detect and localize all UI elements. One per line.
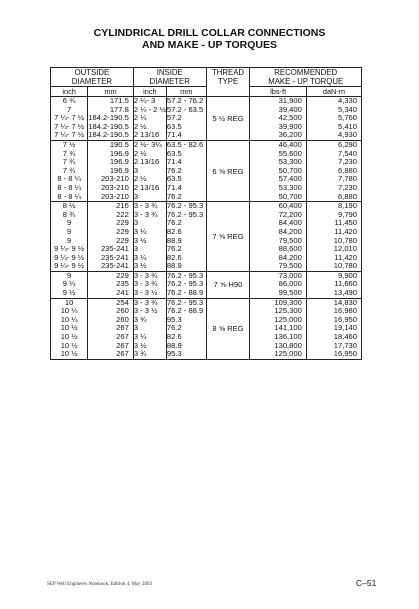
cell-value: 2 13/16 — [133, 157, 160, 167]
cell-value: 9 ¼- 9 ½ — [54, 261, 85, 271]
od-mm-cell — [88, 140, 134, 201]
header-inside-diameter: INSIDE DIAMETER — [133, 68, 206, 87]
cell-value: 5,340 — [337, 104, 357, 114]
cell-value: 2 ½ — [133, 121, 147, 131]
cell-value: 3 ¼ — [133, 226, 147, 236]
cell-value: 10,780 — [333, 261, 357, 271]
dan-m-cell — [306, 271, 361, 298]
thread-cell — [206, 202, 250, 272]
cell-value: 19,140 — [333, 323, 357, 333]
id-mm-cell — [166, 202, 206, 272]
cell-value: 3 - 3 ¾ — [133, 201, 158, 211]
cell-value: 7,540 — [337, 148, 357, 158]
cell-value: 254 — [116, 297, 129, 307]
cell-value: 9 — [67, 218, 72, 228]
cell-value: 86,000 — [278, 279, 302, 289]
cell-value: 9 ¼ — [62, 279, 76, 289]
cell-value: 241 — [116, 288, 129, 298]
cell-value: 125,300 — [274, 306, 302, 316]
cell-value: 7 ¾ — [62, 165, 76, 175]
cell-value: 196.9 — [109, 148, 129, 158]
cell-value: 235-241 — [100, 244, 129, 254]
cell-value: 95.3 — [166, 349, 182, 359]
cell-value: 31,900 — [278, 96, 302, 105]
cell-value: 5,760 — [337, 113, 357, 123]
cell-value: 76.2 - 88.9 — [166, 306, 204, 316]
cell-value: 184.2-190.5 — [88, 113, 129, 123]
cell-value: 3 - 3 ¾ — [133, 279, 158, 289]
cell-value: 184.2-190.5 — [88, 130, 129, 140]
cell-value: 79,500 — [278, 235, 302, 245]
cell-value: 177.8 — [109, 104, 129, 114]
cell-value: 184.2-190.5 — [88, 121, 129, 131]
cell-value: 3 - 3 ½ — [133, 306, 158, 316]
cell-value: 2 ½- 3¼ — [133, 139, 162, 149]
cell-value: 88.9 — [166, 261, 182, 271]
unit-lbs-ft: lbs-ft — [250, 87, 306, 97]
cell-value: 16,950 — [333, 349, 357, 359]
dan-m-cell — [306, 202, 361, 272]
cell-value: 267 — [116, 332, 129, 342]
cell-value: 3 — [133, 218, 139, 228]
cell-value: 3 — [133, 323, 139, 333]
od-inch-cell — [51, 202, 88, 272]
cell-value: 9 — [67, 226, 72, 236]
cell-value: 3 — [133, 244, 139, 254]
cell-value: 10 ½ — [60, 340, 78, 350]
cell-value: 216 — [116, 201, 129, 211]
thread-cell — [206, 140, 250, 201]
cell-value: 235 — [116, 279, 129, 289]
cell-value: 12,010 — [333, 244, 357, 254]
thread-cell — [206, 271, 250, 298]
cell-value: 229 — [116, 218, 129, 228]
cell-value: 71.4 — [166, 157, 182, 167]
cell-value: 82.6 — [166, 226, 182, 236]
cell-value: 71.4 — [166, 130, 182, 140]
cell-value: 7 ¼- 7 ½ — [54, 130, 85, 140]
cell-value: 2 ½ — [133, 174, 147, 184]
cell-value: 8 - 8 ¼ — [57, 191, 81, 201]
cell-value: 3 - 3 ¾ — [133, 297, 158, 307]
cell-value: 3 ¾ — [133, 349, 147, 359]
cell-value: 7 ¾ — [62, 148, 76, 158]
cell-value: 130,800 — [274, 340, 302, 350]
cell-value: 3 — [133, 191, 139, 201]
lbs-ft-cell — [250, 202, 306, 272]
cell-value: 7 ½ — [62, 139, 76, 149]
od-mm-cell — [88, 97, 134, 141]
cell-value: 76.2 — [166, 323, 182, 333]
cell-value: 76.2 - 95.3 — [166, 279, 204, 289]
lbs-ft-cell — [250, 271, 306, 298]
cell-value: 203-210 — [100, 182, 129, 192]
od-mm-cell — [88, 202, 134, 272]
cell-value: 88.9 — [166, 235, 182, 245]
cell-value: 53,300 — [278, 157, 302, 167]
unit-id-mm: mm — [166, 87, 206, 97]
cell-value: 6,880 — [337, 191, 357, 201]
cell-value: 9 — [67, 235, 72, 245]
header-make-up-torque: RECOMMENDED MAKE - UP TORQUE — [250, 68, 362, 87]
od-inch-cell — [51, 140, 88, 201]
id-inch-cell — [133, 298, 166, 359]
cell-value: 260 — [116, 314, 129, 324]
cell-value: 63.5 — [166, 174, 182, 184]
cell-value: 203-210 — [100, 191, 129, 201]
cell-value: 3 ¼ — [133, 252, 147, 262]
cell-value: 76.2 — [166, 165, 182, 175]
cell-value: 125,000 — [274, 314, 302, 324]
dan-m-cell — [306, 298, 361, 359]
cell-value: 63.5 — [166, 121, 182, 131]
od-inch-cell — [51, 298, 88, 359]
cell-value: 76.2 - 95.3 — [166, 270, 204, 280]
cell-value: 42,500 — [278, 113, 302, 123]
cell-value: 79,500 — [278, 261, 302, 271]
cell-value: 109,300 — [274, 297, 302, 307]
cell-value: 6,290 — [337, 139, 357, 149]
cell-value: 190.5 — [109, 139, 129, 149]
cell-value: 76.2 — [166, 244, 182, 254]
cell-value: 2 ¼ - 2 ½ — [133, 104, 166, 114]
cell-value: 3 - 3 ½ — [133, 288, 158, 298]
cell-value: 76.2 - 88.9 — [166, 288, 204, 298]
id-mm-cell — [166, 140, 206, 201]
table-row — [51, 97, 362, 141]
header-row — [51, 68, 362, 87]
cell-value: 63.5 - 82.6 — [166, 139, 204, 149]
cell-value: 7 — [67, 104, 72, 114]
cell-value: 125,000 — [274, 349, 302, 359]
cell-value: 3 ½ — [133, 235, 147, 245]
cell-value: 3 ½ — [133, 261, 147, 271]
cell-value: 95.3 — [166, 314, 182, 324]
lbs-ft-cell — [250, 298, 306, 359]
cell-value: 196.9 — [109, 165, 129, 175]
cell-value: 7,230 — [337, 157, 357, 167]
cell-value: 18,460 — [333, 332, 357, 342]
header-outside-diameter: OUTSIDE DIAMETER — [51, 68, 134, 87]
cell-value: 9 ½ — [62, 288, 76, 298]
cell-value: 36,200 — [278, 130, 302, 140]
cell-value: 16,950 — [333, 314, 357, 324]
cell-value: 7 ¼- 7 ½ — [54, 121, 85, 131]
cell-value: 50,700 — [278, 191, 302, 201]
thread-label: 5 ½ REG — [212, 113, 244, 123]
id-inch-cell — [133, 97, 166, 141]
page-title — [0, 27, 419, 51]
page-number: C–51 — [356, 578, 377, 588]
cell-value: 11,420 — [334, 252, 357, 262]
cell-value: 260 — [116, 306, 129, 316]
cell-value: 84,400 — [278, 218, 302, 228]
cell-value: 141,100 — [274, 323, 302, 333]
cell-value: 11,420 — [334, 226, 357, 236]
id-inch-cell — [133, 271, 166, 298]
cell-value: 2 ¼- 3 — [133, 96, 156, 105]
cell-value: 7,230 — [337, 182, 357, 192]
cell-value: 10 — [64, 297, 74, 307]
cell-value: 11,450 — [334, 218, 357, 228]
cell-value: 229 — [116, 226, 129, 236]
cell-value: 9 ¼- 9 ½ — [54, 244, 85, 254]
cell-value: 8,190 — [337, 201, 357, 211]
cell-value: 84,200 — [278, 252, 302, 262]
lbs-ft-cell — [250, 97, 306, 141]
id-inch-cell — [133, 202, 166, 272]
cell-value: 9 ¼- 9 ½ — [54, 252, 85, 262]
cell-value: 9,790 — [337, 209, 357, 219]
thread-cell — [206, 298, 250, 359]
cell-value: 8 - 8 ¼ — [57, 174, 81, 184]
cell-value: 57.2 — [166, 113, 182, 123]
cell-value: 136,100 — [274, 332, 302, 342]
cell-value: 8 - 8 ¼ — [57, 182, 81, 192]
table-body — [51, 97, 362, 360]
thread-label: 6 ⅝ REG — [212, 166, 244, 176]
cell-value: 2 13/16 — [133, 182, 160, 192]
cell-value: 10 ½ — [60, 323, 78, 333]
cell-value: 39,400 — [278, 104, 302, 114]
cell-value: 73,000 — [278, 270, 302, 280]
cell-value: 55,600 — [278, 148, 302, 158]
cell-value: 3 - 3 ¾ — [133, 209, 158, 219]
cell-value: 88.9 — [166, 340, 182, 350]
lbs-ft-cell — [250, 140, 306, 201]
cell-value: 76.2 - 95.3 — [166, 201, 204, 211]
table-row — [51, 202, 362, 272]
cell-value: 63.5 — [166, 148, 182, 158]
cell-value: 57.2 - 63.5 — [166, 104, 204, 114]
cell-value: 3 ¼ — [133, 332, 147, 342]
cell-value: 3 — [133, 165, 139, 175]
cell-value: 5,410 — [337, 121, 357, 131]
cell-value: 2 13/16 — [133, 130, 160, 140]
footer-source: SEP Well Engineers Notebook, Edition 4, May 2003 — [47, 582, 153, 587]
unit-id-inch: inch — [133, 87, 166, 97]
cell-value: 11,660 — [334, 279, 357, 289]
cell-value: 229 — [116, 235, 129, 245]
cell-value: 235-241 — [100, 252, 129, 262]
cell-value: 3 - 3 ¾ — [133, 270, 158, 280]
cell-value: 16,980 — [333, 306, 357, 316]
cell-value: 76.2 - 95.3 — [166, 209, 204, 219]
cell-value: 7,780 — [337, 174, 357, 184]
cell-value: 267 — [116, 340, 129, 350]
title-line-1: CYLINDRICAL DRILL COLLAR CONNECTIONS — [93, 27, 326, 39]
cell-value: 10 ¼ — [60, 306, 78, 316]
thread-label: 8 ⅝ REG — [212, 324, 244, 334]
id-mm-cell — [166, 271, 206, 298]
cell-value: 235-241 — [100, 261, 129, 271]
unit-od-inch: inch — [51, 87, 88, 97]
id-mm-cell — [166, 298, 206, 359]
cell-value: 10 ¼ — [60, 314, 78, 324]
od-inch-cell — [51, 97, 88, 141]
cell-value: 9 — [67, 270, 72, 280]
cell-value: 7 ¼- 7 ½ — [54, 113, 85, 123]
cell-value: 267 — [116, 323, 129, 333]
cell-value: 88,600 — [278, 244, 302, 254]
od-mm-cell — [88, 271, 134, 298]
od-mm-cell — [88, 298, 134, 359]
table-row — [51, 271, 362, 298]
cell-value: 6 ¾ — [62, 96, 76, 105]
thread-label: 7 ⅝ REG — [212, 232, 244, 241]
cell-value: 203-210 — [100, 174, 129, 184]
cell-value: 4,930 — [337, 130, 357, 140]
cell-value: 57.2 - 76.2 — [166, 96, 204, 105]
cell-value: 7 ¾ — [62, 157, 76, 167]
cell-value: 8 ¾ — [62, 209, 76, 219]
id-inch-cell — [133, 140, 166, 201]
units-row — [51, 87, 362, 97]
cell-value: 196.9 — [109, 157, 129, 167]
cell-value: 2 ½ — [133, 148, 147, 158]
unit-od-mm: mm — [88, 87, 134, 97]
cell-value: 60,400 — [278, 201, 302, 211]
cell-value: 229 — [116, 270, 129, 280]
thread-label: 7 ⅝ H90 — [213, 280, 243, 290]
cell-value: 9,900 — [337, 270, 357, 280]
cell-value: 3 ¾ — [133, 314, 147, 324]
cell-value: 3 ½ — [133, 340, 147, 350]
cell-value: 6,880 — [337, 165, 357, 175]
cell-value: 57,400 — [278, 174, 302, 184]
cell-value: 171.5 — [109, 96, 129, 105]
torque-table — [50, 67, 362, 360]
cell-value: 76.2 - 95.3 — [166, 297, 204, 307]
cell-value: 82.6 — [166, 252, 182, 262]
dan-m-cell — [306, 140, 361, 201]
cell-value: 76.2 — [166, 191, 182, 201]
cell-value: 72,200 — [278, 209, 302, 219]
id-mm-cell — [166, 97, 206, 141]
table-row — [51, 298, 362, 359]
cell-value: 10 ½ — [60, 349, 78, 359]
title-line-2: AND MAKE - UP TORQUES — [142, 39, 277, 51]
cell-value: 17,730 — [333, 340, 357, 350]
cell-value: 53,300 — [278, 182, 302, 192]
dan-m-cell — [306, 97, 361, 141]
cell-value: 82.6 — [166, 332, 182, 342]
table-row — [51, 140, 362, 201]
cell-value: 10 ½ — [60, 332, 78, 342]
header-thread-type: THREAD TYPE — [206, 68, 250, 97]
cell-value: 267 — [116, 349, 129, 359]
cell-value: 4,330 — [337, 96, 357, 105]
cell-value: 99,500 — [278, 288, 302, 298]
cell-value: 50,700 — [278, 165, 302, 175]
thread-cell — [206, 97, 250, 141]
cell-value: 71.4 — [166, 182, 182, 192]
cell-value: 222 — [116, 209, 129, 219]
cell-value: 84,200 — [278, 226, 302, 236]
cell-value: 8 ½ — [62, 201, 76, 211]
cell-value: 46,400 — [278, 139, 302, 149]
cell-value: 14,830 — [333, 297, 357, 307]
cell-value: 76.2 — [166, 218, 182, 228]
cell-value: 10,780 — [333, 235, 357, 245]
od-inch-cell — [51, 271, 88, 298]
cell-value: 39,900 — [278, 121, 302, 131]
unit-dan-m: daN-m — [306, 87, 361, 97]
cell-value: 2 ¼ — [133, 113, 147, 123]
cell-value: 13,490 — [333, 288, 357, 298]
